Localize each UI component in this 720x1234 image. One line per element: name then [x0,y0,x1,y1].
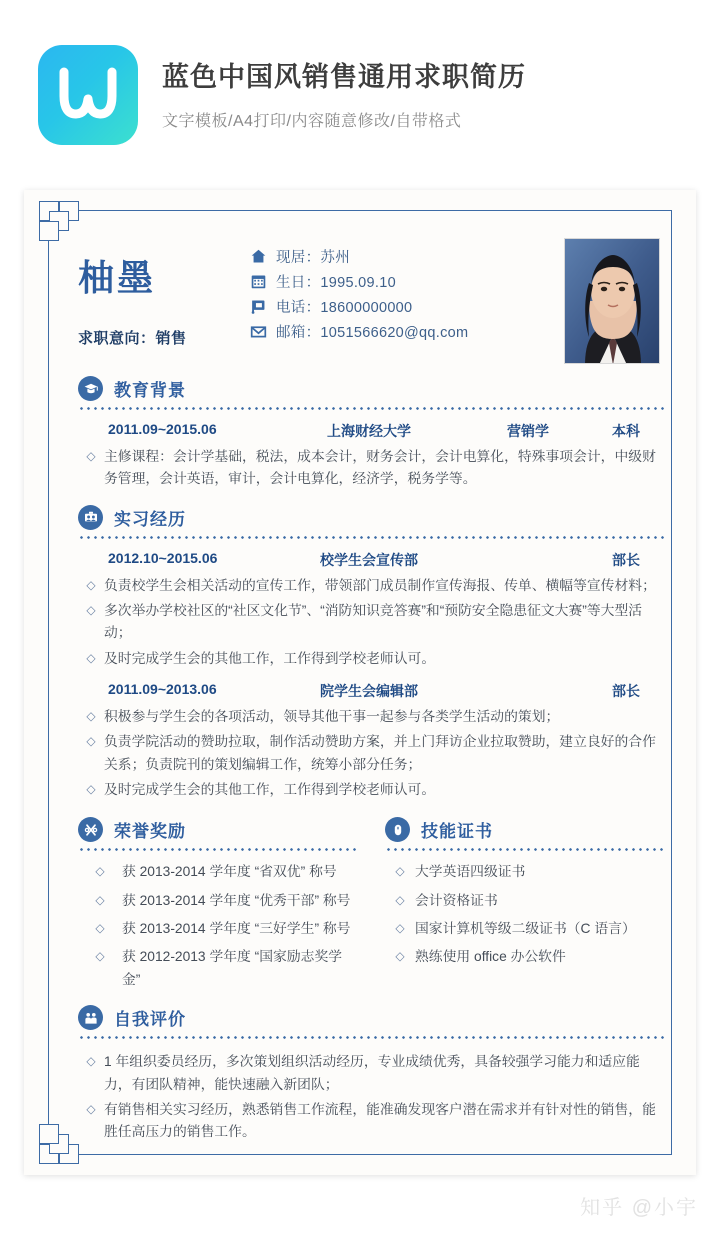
list-item [78,946,359,991]
resume-header [78,232,666,362]
section-divider [78,536,666,539]
education-entry-row [78,421,666,441]
section-divider [78,848,359,851]
bullet-text: 及时完成学生会的其他工作，工作得到学校老师认可。 [104,650,436,666]
diamond-bullet-icon: ◇ [86,1054,96,1069]
section-title: 自我评价 [114,1010,186,1030]
list-item [78,779,666,801]
diamond-bullet-icon: ◇ [86,1101,96,1116]
section-education [78,376,666,491]
name-column [78,232,250,362]
contact-text: 邮箱：1051566620@qq.com [276,325,469,341]
resume-content [78,232,666,1144]
diamond-bullet-icon: ◇ [86,709,96,724]
skill-text: 国家计算机等级二级证书（C 语言） [415,921,636,937]
evaluation-text: 1 年组织委员经历，多次策划组织活动经历，专业成绩优秀，具备较强学习能力和适应能力，有团队精神，能快速融入新团队； [104,1054,640,1092]
list-item [385,890,666,912]
self-evaluation-list [78,1051,666,1143]
honor-text: 获 2013-2014 学年度 “省双优” 称号 [122,864,337,880]
education-bullets [78,446,666,491]
diamond-bullet-icon: ◇ [395,949,405,964]
two-people-icon [78,1005,103,1030]
section-honors [78,817,359,991]
diamond-bullet-icon: ◇ [95,864,105,879]
list-item [78,600,666,645]
internship-bullets-1 [78,575,666,670]
briefcase-people-icon [78,505,103,530]
honor-text: 获 2013-2014 学年度 “优秀干部” 称号 [122,892,351,908]
section-header [78,505,666,530]
section-title: 教育背景 [114,381,186,400]
list-item [78,648,666,670]
section-title: 荣誉奖励 [114,822,186,842]
section-header [385,817,666,842]
list-item [78,918,359,940]
diamond-bullet-icon: ◇ [95,949,105,964]
diamond-bullet-icon: ◇ [95,921,105,936]
skill-text: 熟练使用 office 办公软件 [415,949,566,965]
skill-text: 会计资格证书 [415,892,498,908]
entry-major: 营销学 [507,423,549,439]
diamond-bullet-icon: ◇ [86,449,96,463]
diamond-bullet-icon: ◇ [86,782,96,797]
telephone-icon [250,298,276,315]
section-header [78,817,359,842]
entry-role: 部长 [612,683,640,700]
diamond-bullet-icon: ◇ [395,864,405,879]
entry-major [462,550,594,570]
scissors-award-icon [78,817,103,842]
entry-role: 部长 [612,551,640,568]
home-icon [250,248,276,265]
internship-entry-row [78,681,666,701]
evaluation-text: 有销售相关实习经历，熟悉销售工作流程，能准确发现客户潜在需求并有针对性的销售，能胜任高压力的销售工作。 [104,1101,656,1140]
section-divider [78,1036,666,1039]
bullet-text: 主修课程：会计学基础，税法，成本会计，财务会计，会计电算化，特殊事项会计，中级财务管理，会计英语，审计，会计电算化，经济学，税务学等。 [104,449,656,487]
graduation-cap-icon [78,376,103,401]
honor-text: 获 2012-2013 学年度 “国家励志奖学金” [122,949,343,987]
entry-major [462,681,594,701]
banner-text-block [162,59,526,131]
entry-organization: 上海财经大学 [327,423,411,439]
envelope-icon [250,323,276,340]
banner-subtitle: 文字模板/A4打印/内容随意修改/自带格式 [162,113,462,131]
entry-date: 2012.10~2015.06 [108,549,218,566]
list-item [78,706,666,728]
section-divider [385,848,666,851]
entry-organization: 院学生会编辑部 [320,683,418,700]
bullet-text: 积极参与学生会的各项活动，领导其他干事一起参与各类学生活动的策划； [104,709,560,725]
list-item [78,446,666,491]
page-banner [0,0,720,150]
honors-list [78,861,359,991]
diamond-bullet-icon: ◇ [395,921,405,936]
section-skills [385,817,666,991]
skill-text: 大学英语四级证书 [415,864,526,880]
list-item [385,946,666,968]
entry-date: 2011.09~2015.06 [108,421,217,437]
calendar-icon [250,273,276,290]
diamond-bullet-icon: ◇ [95,892,105,907]
list-item [78,731,666,776]
applicant-name: 柚墨 [78,257,157,298]
job-intent: 求职意向：销售 [78,330,187,347]
section-internship [78,505,666,802]
list-item [385,861,666,883]
diamond-bullet-icon: ◇ [86,734,96,749]
contact-text: 电话：18600000000 [276,300,413,316]
bullet-text: 负责学院活动的赞助拉取，制作活动赞助方案，并上门拜访企业拉取赞助，建立良好的合作关系；负责院刊的策划编辑工作，统筹小部分任务； [104,734,656,772]
diamond-bullet-icon: ◇ [86,650,96,665]
watermark: 知乎 @小宇 [580,1197,698,1219]
entry-organization: 校学生会宣传部 [320,551,418,568]
entry-degree: 本科 [612,423,640,439]
contact-text: 生日：1995.09.10 [276,275,396,291]
avatar [564,238,660,364]
internship-entry-row [78,550,666,570]
mouse-certificate-icon [385,817,410,842]
list-item [78,890,359,912]
list-item [78,1051,666,1096]
diamond-bullet-icon: ◇ [86,603,96,618]
list-item [78,575,666,597]
internship-bullets-2 [78,706,666,801]
section-self-evaluation [78,1005,666,1143]
diamond-bullet-icon: ◇ [86,577,96,592]
banner-title: 蓝色中国风销售通用求职简历 [162,61,526,92]
two-column-sections [78,817,666,991]
skills-list [385,861,666,968]
bullet-text: 及时完成学生会的其他工作，工作得到学校老师认可。 [104,782,436,798]
section-header [78,1005,666,1030]
section-title: 技能证书 [421,822,493,842]
contact-text: 现居：苏州 [276,250,350,266]
section-title: 实习经历 [114,509,186,529]
resume-sheet [24,190,696,1175]
list-item [385,918,666,940]
list-item [78,861,359,883]
section-header [78,376,666,401]
bullet-text: 多次举办学校社区的“社区文化节”、“消防知识竞答赛”和“预防安全隐患征文大赛”等大型活动； [104,603,643,641]
section-divider [78,407,666,410]
diamond-bullet-icon: ◇ [395,892,405,907]
entry-date: 2011.09~2013.06 [108,681,217,698]
honor-text: 获 2013-2014 学年度 “三好学生” 称号 [122,921,351,937]
wps-w-logo-icon [38,45,138,145]
list-item [78,1099,666,1144]
bullet-text: 负责校学生会相关活动的宣传工作，带领部门成员制作宣传海报、传单、横幅等宣传材料； [104,577,656,593]
